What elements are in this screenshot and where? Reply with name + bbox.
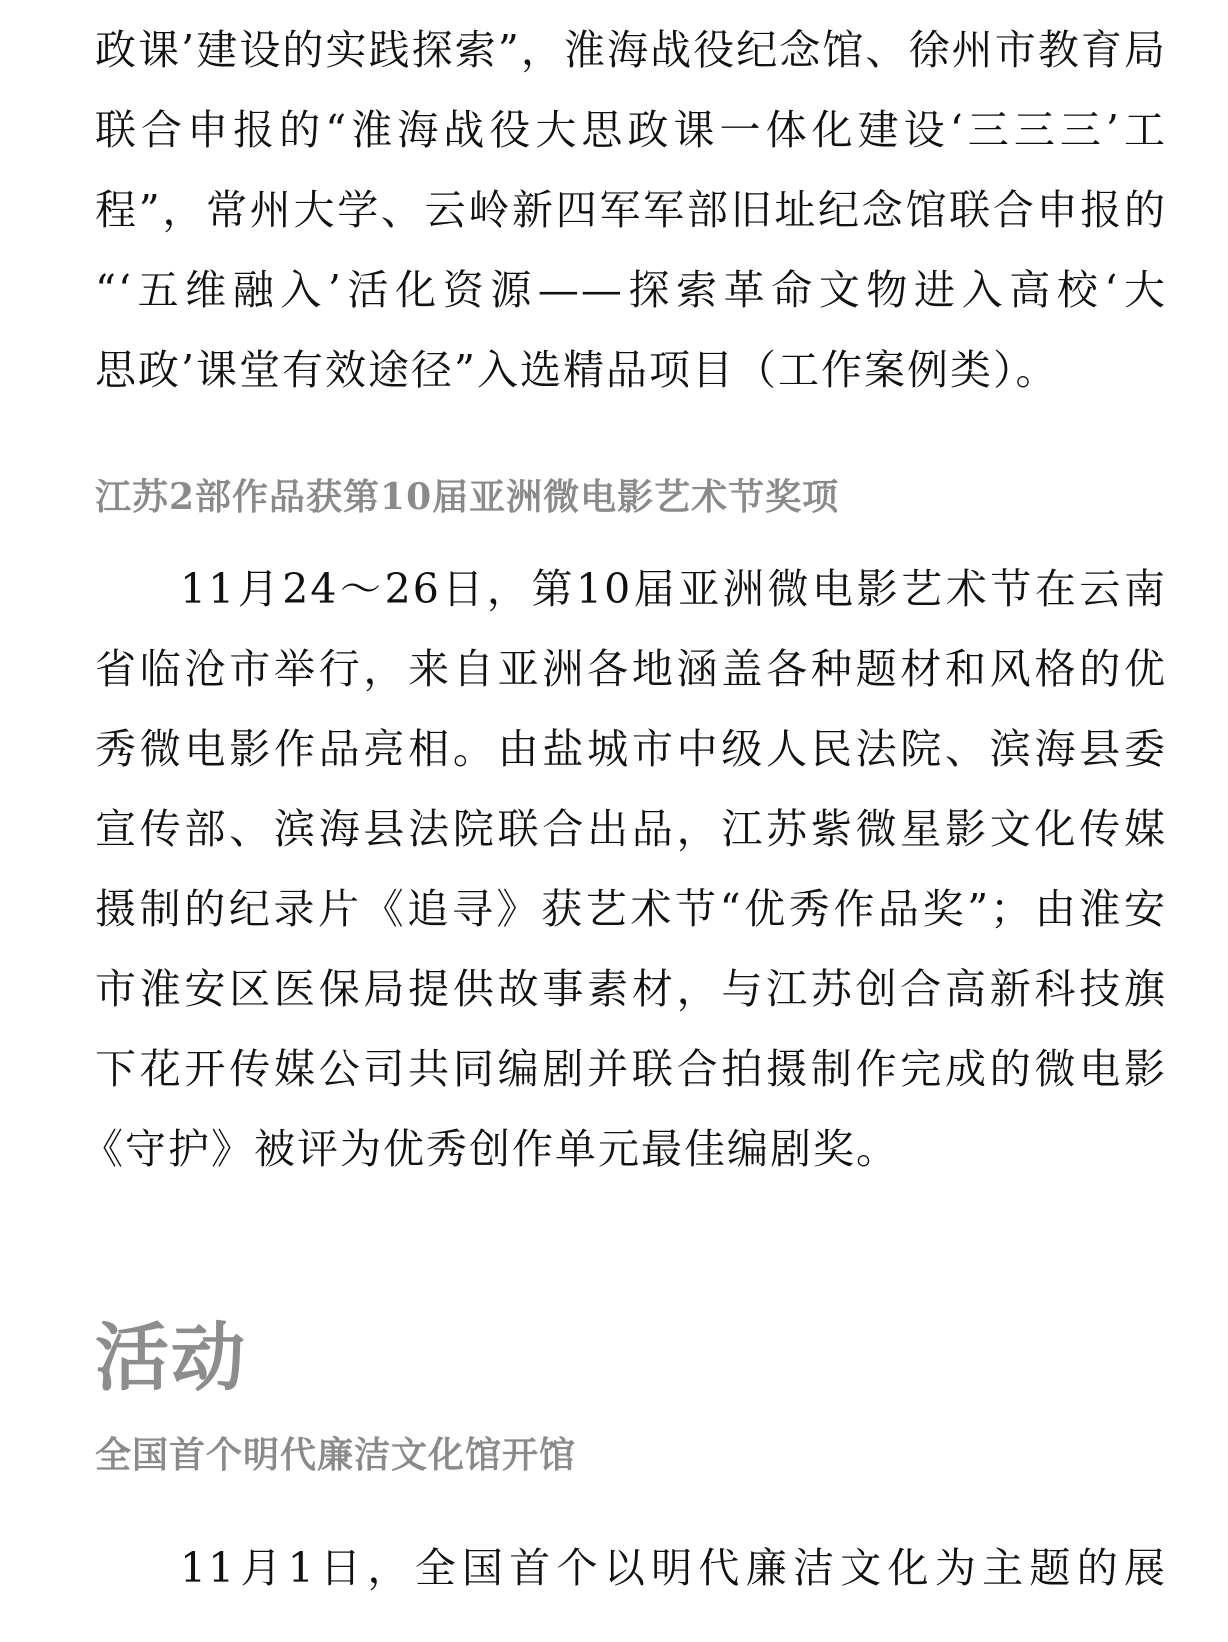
section-title: 活动 [95, 1315, 247, 1401]
article2-line-6: 市淮安区医保局提供故事素材，与江苏创合高新科技旗 [95, 965, 1167, 1013]
article1-line-5: 思政’课堂有效途径”入选精品项目（工作案例类）。 [95, 346, 1059, 394]
article2-line-4: 宣传部、滨海县法院联合出品，江苏紫微星影文化传媒 [95, 805, 1167, 853]
article3-line-1: 11月1日，全国首个以明代廉洁文化为主题的展 [180, 1544, 1167, 1592]
article1-line-2: 联合申报的“淮海战役大思政课一体化建设‘三三三’工 [95, 106, 1167, 154]
article2-line-5: 摄制的纪录片《追寻》获艺术节“优秀作品奖”；由淮安 [95, 885, 1167, 933]
article1-line-4: “‘五维融入’活化资源——探索革命文物进入高校‘大 [95, 266, 1167, 314]
article2-line-7: 下花开传媒公司共同编剧并联合拍摄制作完成的微电影 [95, 1045, 1167, 1093]
article1-line-3: 程”，常州大学、云岭新四军军部旧址纪念馆联合申报的 [95, 186, 1167, 234]
article2-line-2: 省临沧市举行，来自亚洲各地涵盖各种题材和风格的优 [95, 645, 1167, 693]
article3-heading: 全国首个明代廉洁文化馆开馆 [95, 1434, 577, 1476]
article2-line-1: 11月24～26日，第10届亚洲微电影艺术节在云南 [180, 565, 1167, 613]
article2-heading: 江苏2部作品获第10届亚洲微电影艺术节奖项 [95, 476, 840, 518]
article1-line-1: 政课’建设的实践探索”，淮海战役纪念馆、徐州市教育局 [95, 26, 1167, 74]
article2-line-8: 《守护》被评为优秀创作单元最佳编剧奖。 [82, 1125, 899, 1173]
article2-line-3: 秀微电影作品亮相。由盐城市中级人民法院、滨海县委 [95, 725, 1167, 773]
